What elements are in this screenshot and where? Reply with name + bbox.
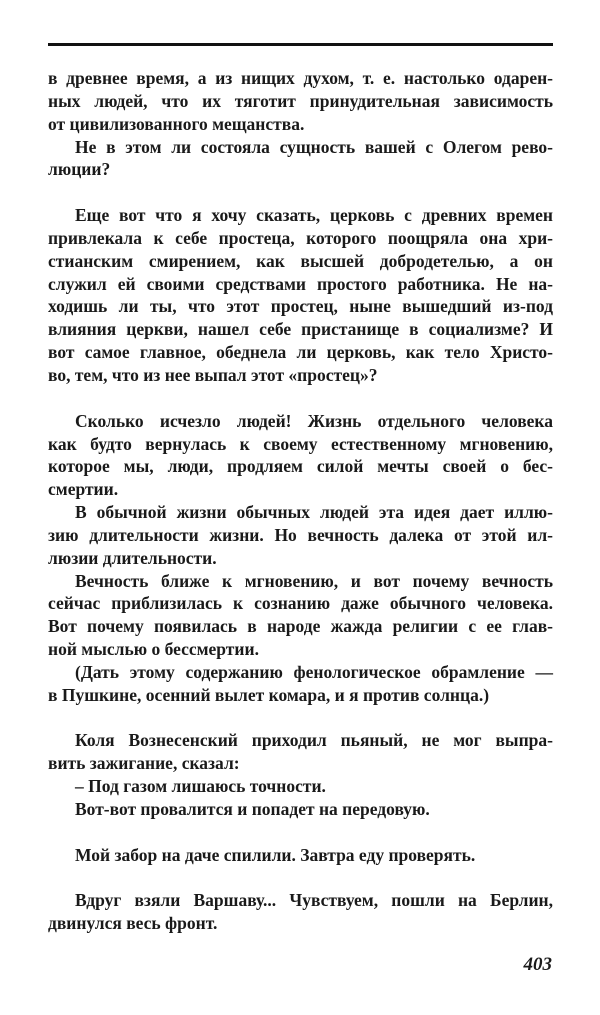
paragraph: [48, 136, 553, 182]
paragraph: [48, 889, 553, 935]
text-line: служил ей своими средствами простого работника. Не на-: [48, 273, 553, 294]
text-line: сейчас приблизилась к сознанию даже обычного человека.: [48, 593, 553, 614]
text-line: как будто вернулась к своему естественному мгновению,: [48, 433, 553, 454]
text-line: от цивилизованного мещанства.: [48, 113, 305, 134]
text-line: Вот-вот провалится и попадет на передовую.: [75, 799, 430, 819]
text-line: зию длительности жизни. Но вечность далека от этой ил-: [48, 524, 553, 545]
paragraph: [48, 798, 553, 821]
paragraph: [48, 775, 553, 798]
text-line: Вдруг взяли Варшаву... Чувствуем, пошли на Берлин,: [75, 890, 553, 911]
text-line: Коля Вознесенский приходил пьяный, не мог выпра-: [75, 730, 553, 751]
paragraph: [48, 204, 553, 387]
text-line: привлекала к себе простеца, которого поощряла она хри-: [48, 227, 553, 248]
paragraph: [48, 570, 553, 661]
text-line: ходишь ли ты, что этот простец, ныне вышедший из-под: [48, 296, 553, 317]
paragraph: [48, 501, 553, 570]
section-gap: [48, 387, 553, 410]
text-line: Еще вот что я хочу сказать, церковь с древних времен: [75, 205, 553, 226]
text-line: люзии длительности.: [48, 547, 217, 568]
text-line: во, тем, что из нее выпал этот «простец»?: [48, 364, 378, 385]
body-text: [48, 67, 553, 935]
paragraph: [48, 67, 553, 136]
paragraph: [48, 844, 553, 867]
page-number: 403: [523, 954, 552, 975]
text-line: Мой забор на даче спилили. Завтра еду проверять.: [75, 844, 476, 865]
text-line: в Пушкине, осенний вылет комара, и я против солнца.): [48, 684, 490, 705]
text-line: двинулся весь фронт.: [48, 913, 218, 934]
section-gap: [48, 867, 553, 890]
text-line: Не в этом ли состояла сущность вашей с Олегом рево-: [75, 136, 553, 157]
text-line: В обычной жизни обычных людей эта идея дает иллю-: [75, 502, 553, 523]
text-line: вить зажигание, сказал:: [48, 753, 240, 774]
text-line: стианским смирением, как высшей добродетелью, а он: [48, 250, 553, 271]
paragraph: [48, 661, 553, 707]
text-line: ных людей, что их тяготит принудительная зависимость: [48, 90, 553, 111]
section-gap: [48, 181, 553, 204]
text-line: – Под газом лишаюсь точности.: [75, 776, 326, 797]
text-line: Вот почему появилась в народе жажда религии с ее глав-: [48, 616, 553, 637]
text-line: в древнее время, а из нищих духом, т. е. настолько одарен-: [48, 68, 553, 88]
text-line: смертии.: [48, 479, 119, 500]
text-line: (Дать этому содержанию фенологическое обрамление —: [75, 661, 553, 682]
text-line: которое мы, люди, продляем силой мечты своей о бес-: [48, 456, 553, 477]
paragraph: [48, 729, 553, 775]
section-gap: [48, 707, 553, 730]
text-line: влияния церкви, нашел себе пристанище в социализме? И: [48, 319, 553, 340]
header-rule: [48, 43, 553, 46]
section-gap: [48, 821, 553, 844]
text-line: Вечность ближе к мгновению, и вот почему вечность: [75, 570, 553, 591]
paragraph: [48, 410, 553, 501]
text-line: вот самое главное, обеднела ли церковь, как тело Христо-: [48, 342, 553, 363]
text-line: Сколько исчезло людей! Жизнь отдельного человека: [75, 410, 553, 431]
text-line: люции?: [48, 159, 111, 180]
text-line: ной мыслью о бессмертии.: [48, 639, 259, 660]
